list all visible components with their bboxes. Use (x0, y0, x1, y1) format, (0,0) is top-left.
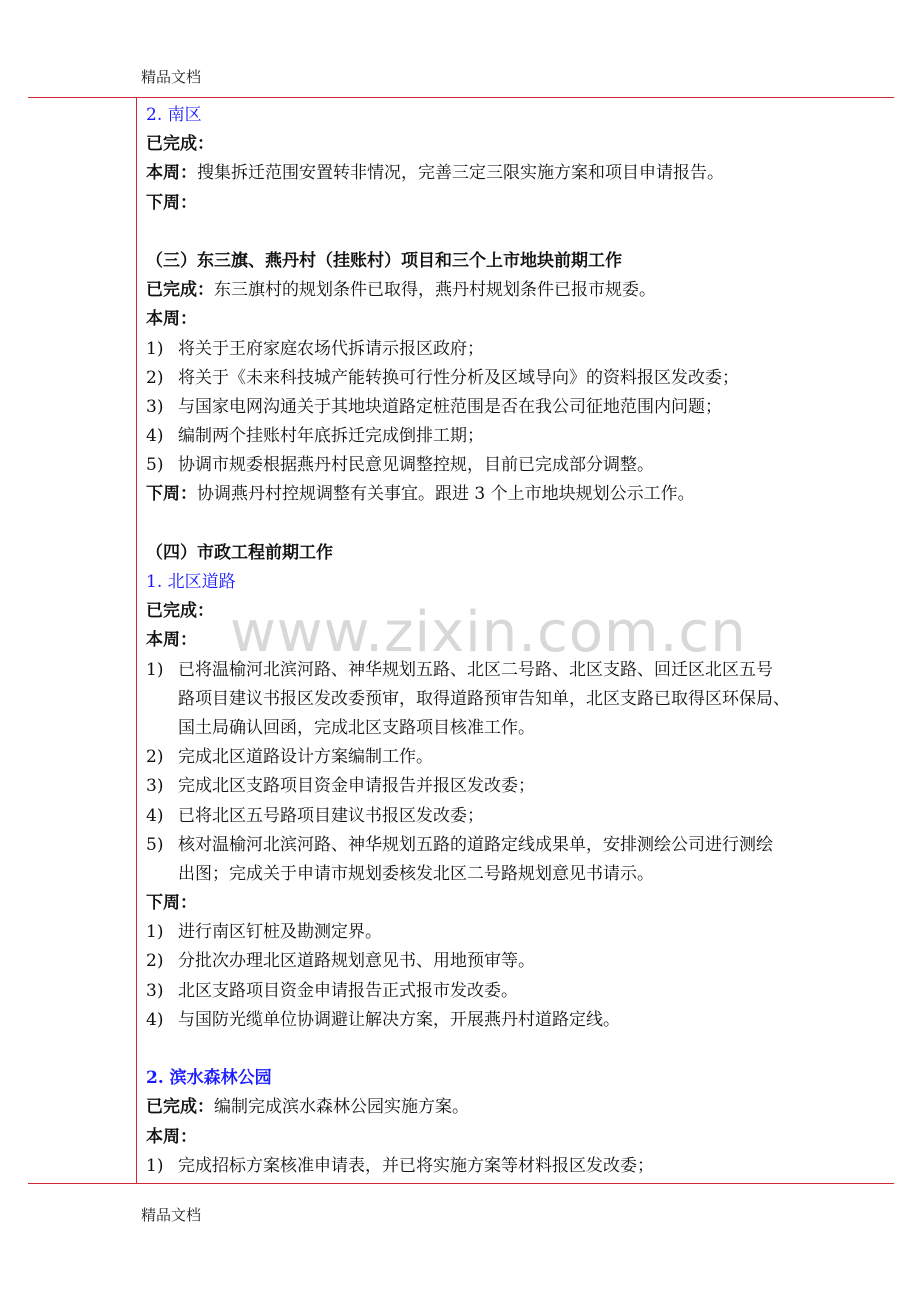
status-line (146, 159, 890, 188)
list-item (146, 1152, 890, 1181)
list-item (146, 451, 890, 480)
list-item (146, 831, 890, 860)
page-footer: 精品文档 (141, 1206, 202, 1224)
list-number: 5) (146, 834, 164, 855)
section-heading: 2. 滨水森林公园 (146, 1068, 272, 1089)
list-text: 已将北区五号路项目建议书报区发改委； (178, 805, 484, 826)
blank-line (146, 1035, 890, 1064)
status-label: 下周： (146, 484, 197, 505)
list-item-continuation: 路项目建议书报区发改委预审，取得道路预审告知单，北区支路已取得区环保局、 (178, 688, 790, 709)
header-rule (28, 97, 894, 98)
list-item (146, 656, 890, 685)
status-label: 本周： (146, 309, 197, 330)
list-number: 4) (146, 1009, 164, 1030)
list-text: 协调市规委根据燕丹村民意见调整控规，目前已完成部分调整。 (178, 455, 654, 476)
list-item (146, 364, 890, 393)
list-text: 已将温榆河北滨河路、神华规划五路、北区二号路、北区支路、回迁区北区五号 (178, 659, 773, 680)
list-number: 1) (146, 1155, 164, 1176)
status-text: 东三旗村的规划条件已取得，燕丹村规划条件已报市规委。 (214, 280, 656, 301)
list-text: 完成招标方案核准申请表，并已将实施方案等材料报区发改委； (178, 1155, 654, 1176)
list-item (146, 977, 890, 1006)
list-text: 进行南区钉桩及勘测定界。 (178, 922, 382, 943)
list-number: 5) (146, 455, 164, 476)
status-line (146, 276, 890, 305)
status-label: 已完成： (146, 1097, 214, 1118)
status-text: 编制完成滨水森林公园实施方案。 (214, 1097, 469, 1118)
section-heading: 1. 北区道路 (146, 572, 236, 592)
list-number: 1) (146, 338, 164, 359)
status-label: 已完成： (146, 601, 214, 622)
list-number: 4) (146, 426, 164, 447)
document-body (146, 101, 890, 1181)
status-line (146, 189, 890, 218)
status-text: 搜集拆迁范围安置转非情况，完善三定三限实施方案和项目申请报告。 (197, 163, 724, 184)
list-item-continuation: 国土局确认回函，完成北区支路项目核准工作。 (178, 717, 535, 738)
list-text: 北区支路项目资金申请报告正式报市发改委。 (178, 980, 518, 1001)
list-text: 将关于《未来科技城产能转换可行性分析及区域导向》的资料报区发改委； (178, 367, 739, 388)
list-text: 将关于王府家庭农场代拆请示报区政府； (178, 338, 484, 359)
list-item (146, 1006, 890, 1035)
page-header: 精品文档 (141, 68, 202, 86)
status-line (146, 626, 890, 655)
section-heading: 2. 南区 (146, 105, 202, 125)
list-number: 3) (146, 396, 164, 417)
status-label: 本周： (146, 1126, 197, 1147)
footer-rule (28, 1183, 894, 1184)
list-item (146, 772, 890, 801)
status-line (146, 597, 890, 626)
status-line (146, 130, 890, 159)
status-line (146, 889, 890, 918)
status-label: 本周： (146, 163, 197, 184)
section-heading: （四）市政工程前期工作 (146, 542, 333, 563)
status-line (146, 1123, 890, 1152)
list-item (146, 422, 890, 451)
list-text: 与国防光缆单位协调避让解决方案，开展燕丹村道路定线。 (178, 1009, 620, 1030)
status-line (146, 480, 890, 509)
list-number: 2) (146, 367, 164, 388)
list-number: 3) (146, 776, 164, 797)
list-item (146, 802, 890, 831)
list-text: 与国家电网沟通关于其地块道路定桩范围是否在我公司征地范围内问题； (178, 396, 722, 417)
list-item (146, 918, 890, 947)
list-text: 完成北区道路设计方案编制工作。 (178, 747, 433, 768)
section-heading: （三）东三旗、燕丹村（挂账村）项目和三个上市地块前期工作 (146, 250, 622, 271)
list-text: 核对温榆河北滨河路、神华规划五路的道路定线成果单，安排测绘公司进行测绘 (178, 834, 773, 855)
blank-line (146, 510, 890, 539)
list-number: 4) (146, 805, 164, 826)
list-number: 1) (146, 659, 164, 680)
status-label: 下周： (146, 192, 197, 213)
list-item (146, 335, 890, 364)
status-label: 下周： (146, 893, 197, 914)
list-number: 3) (146, 980, 164, 1001)
blank-line (146, 218, 890, 247)
list-item (146, 743, 890, 772)
list-number: 2) (146, 747, 164, 768)
list-text: 分批次办理北区道路规划意见书、用地预审等。 (178, 951, 535, 972)
watermark: www.zixin.com.cn (230, 600, 747, 665)
list-text: 编制两个挂账村年底拆迁完成倒排工期； (178, 426, 484, 447)
status-label: 已完成： (146, 280, 214, 301)
status-line (146, 305, 890, 334)
table-left-border (136, 97, 137, 1183)
status-line (146, 1093, 890, 1122)
status-text: 协调燕丹村控规调整有关事宜。跟进 3 个上市地块规划公示工作。 (197, 484, 695, 505)
status-label: 本周： (146, 630, 197, 651)
list-number: 1) (146, 922, 164, 943)
status-label: 已完成： (146, 134, 214, 155)
list-item (146, 393, 890, 422)
list-number: 2) (146, 951, 164, 972)
list-text: 完成北区支路项目资金申请报告并报区发改委； (178, 776, 535, 797)
list-item-continuation: 出图；完成关于申请市规划委核发北区二号路规划意见书请示。 (178, 863, 654, 884)
list-item (146, 947, 890, 976)
